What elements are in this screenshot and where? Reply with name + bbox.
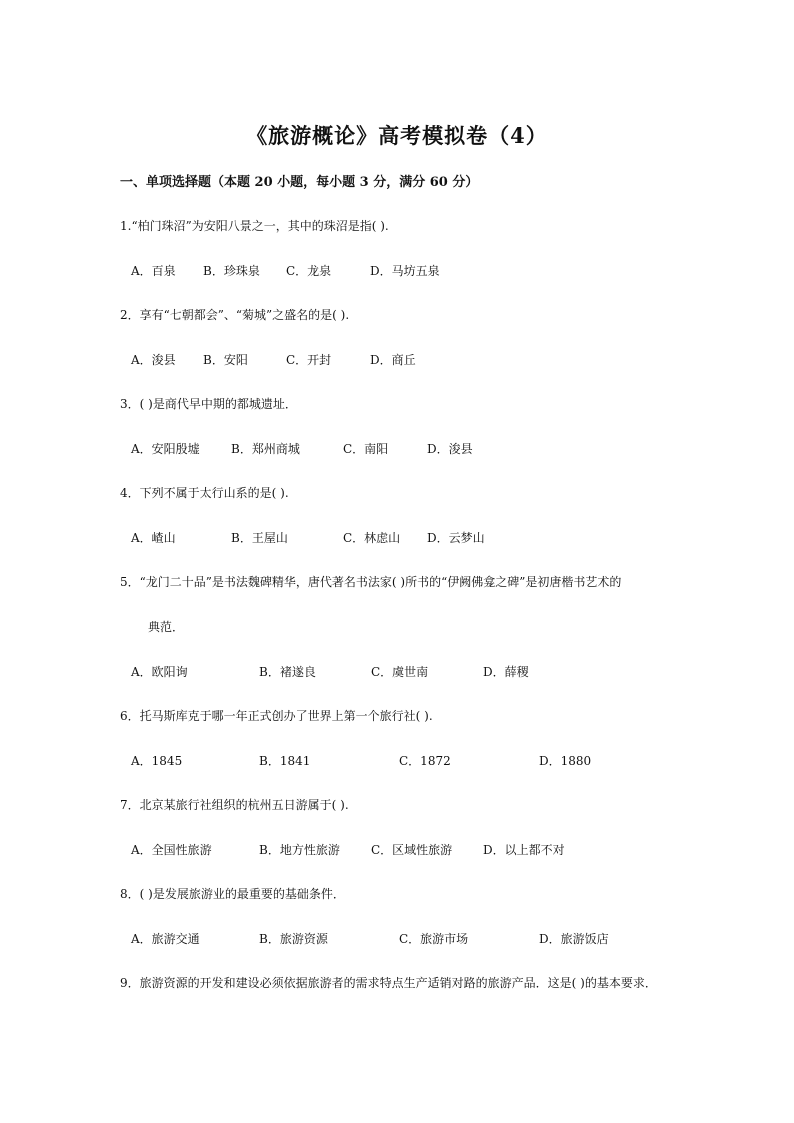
question-5-option-d: D．薛稷 [483,665,529,679]
question-9: 9．旅游资源的开发和建设必须依据旅游者的需求特点生产适销对路的旅游产品．这是( )的基本要求． [120,976,657,990]
question-1-option-b: B．珍珠泉 [203,264,260,278]
question-6: 6．托马斯库克于哪一年正式创办了世界上第一个旅行社( ). [120,709,433,723]
question-8-option-b: B．旅游资源 [259,932,328,946]
question-7-option-d: D．以上都不对 [483,843,565,857]
question-4-option-d: D．云梦山 [427,531,485,545]
question-6-option-c: C．1872 [399,754,451,768]
question-6-option-a: A．1845 [131,754,183,768]
question-2-option-b: B．安阳 [203,353,248,367]
question-3-option-b: B．郑州商城 [231,442,300,456]
question-3: 3．( )是商代早中期的都城遗址． [120,397,297,411]
question-2-option-d: D．商丘 [370,353,416,367]
question-2-option-a: A．浚县 [131,353,176,367]
question-6-option-d: D．1880 [539,754,592,768]
question-3-option-a: A．安阳殷墟 [131,442,200,456]
question-4-option-c: C．林虑山 [343,531,401,545]
question-5-option-b: B．褚遂良 [259,665,316,679]
question-8: 8．( )是发展旅游业的最重要的基础条件． [120,887,345,901]
question-5: 5．“龙门二十品”是书法魏碑精华，唐代著名书法家( )所书的“伊阙佛龛之碑”是初唐楷书艺术的 [120,575,622,589]
question-3-option-c: C．南阳 [343,442,389,456]
question-3-option-d: D．浚县 [427,442,473,456]
question-5-option-c: C．虞世南 [371,665,429,679]
question-2: 2．享有“七朝都会”、“菊城”之盛名的是( ). [120,308,350,322]
question-1: 1.“柏门珠沼”为安阳八景之一，其中的珠沼是指( ). [120,219,389,233]
question-7: 7．北京某旅行社组织的杭州五日游属于( ). [120,798,349,812]
question-5-continuation: 典范． [148,620,185,634]
question-4-option-b: B．王屋山 [231,531,288,545]
question-6-option-b: B．1841 [259,754,311,768]
question-1-option-a: A．百泉 [131,264,176,278]
question-2-option-c: C．开封 [286,353,332,367]
question-7-option-b: B．地方性旅游 [259,843,340,857]
question-8-option-a: A．旅游交通 [131,932,200,946]
question-7-option-a: A．全国性旅游 [131,843,212,857]
question-8-option-d: D．旅游饭店 [539,932,609,946]
question-5-option-a: A．欧阳询 [131,665,188,679]
exam-title: 《旅游概论》高考模拟卷（4） [246,123,548,148]
question-7-option-c: C．区域性旅游 [371,843,453,857]
section-heading: 一、单项选择题（本题 20 小题，每小题 3 分，满分 60 分） [120,175,479,190]
question-4: 4．下列不属于太行山系的是( ). [120,486,289,500]
question-4-option-a: A．嵖山 [131,531,176,545]
question-1-option-c: C．龙泉 [286,264,332,278]
question-8-option-c: C．旅游市场 [399,932,469,946]
question-1-option-d: D．马坊五泉 [370,264,440,278]
